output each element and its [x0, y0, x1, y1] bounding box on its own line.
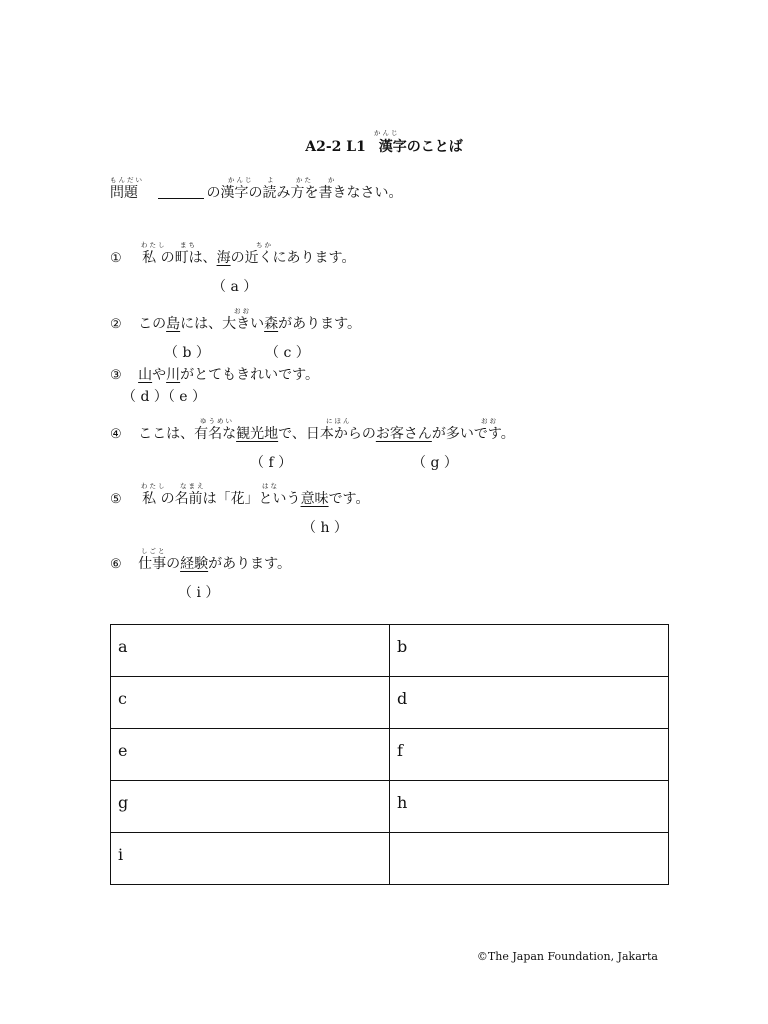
q3-text: や [152, 367, 167, 383]
instruction-word: 書 [318, 185, 333, 201]
answer-cell[interactable]: f [390, 729, 669, 781]
lesson-code: A2-2 L1 [305, 139, 366, 155]
q4-text: 多 [445, 426, 460, 442]
blank-label: （ i ） [178, 585, 220, 601]
q2-text: には、 [180, 316, 223, 332]
q2-target-word: 森 [264, 316, 279, 332]
q4-target-word: お客さん [375, 426, 432, 442]
q2-text: この [138, 316, 167, 332]
table-row [111, 625, 669, 677]
answer-cell[interactable]: e [111, 729, 390, 781]
question-4 [110, 423, 515, 443]
question-number: ③ [110, 368, 122, 383]
q4-text: いです。 [459, 426, 515, 442]
answer-table [110, 624, 669, 885]
q4-text: な [222, 426, 237, 442]
q6-text: の [166, 556, 181, 572]
blank-label: （ g ） [412, 455, 458, 471]
instruction-line [110, 182, 402, 202]
instruction-label-ruby: もんだい [110, 176, 144, 184]
q6-ruby: しごと [141, 547, 167, 555]
q1-target-word: 海 [216, 250, 231, 266]
question-number: ② [110, 317, 122, 332]
q3-text: がとてもきれいです。 [180, 367, 319, 383]
instruction-text: の [206, 185, 221, 201]
q2-text: があります。 [278, 316, 361, 332]
q5-text: 私 [142, 491, 157, 507]
table-row [111, 729, 669, 781]
question-1 [110, 247, 355, 267]
title-text: 漢字のことば [378, 139, 463, 155]
answer-cell[interactable]: i [111, 833, 390, 885]
blank-label: （ f ） [250, 455, 293, 471]
instruction-kanji1-ruby: かんじ [228, 176, 254, 184]
instruction-word: 方 [290, 185, 305, 201]
q5-ruby-2: なまえ [180, 482, 206, 490]
q1-ruby-1: わたし [141, 241, 167, 249]
instruction-kanji2-ruby: よ [267, 176, 276, 184]
q1-text: は、 [188, 250, 217, 266]
instruction-label: 問題 [110, 185, 138, 201]
table-row [111, 781, 669, 833]
q1-ruby-3: ちか [256, 241, 273, 249]
q4-text: ここは、 [138, 426, 195, 442]
blank-label: （ b ） [164, 345, 210, 361]
q4-text: で、 [278, 426, 306, 442]
question-3 [110, 364, 319, 384]
answer-cell-empty[interactable] [390, 833, 669, 885]
q5-ruby-1: わたし [141, 482, 167, 490]
q1-text: 私 [142, 250, 157, 266]
q1-text: の [160, 250, 175, 266]
q5-text: 」という [244, 491, 301, 507]
q5-text: 名前 [174, 491, 203, 507]
q6-text: があります。 [208, 556, 291, 572]
blank-label: （ h ） [302, 520, 348, 536]
q4-ruby-2: にほん [326, 417, 352, 425]
answer-cell[interactable]: h [390, 781, 669, 833]
q1-text: くにあります。 [258, 250, 356, 266]
q1-text: 町 [174, 250, 189, 266]
q5-text: の [160, 491, 175, 507]
underline-blank-sample [158, 184, 204, 199]
instruction-text: の [248, 185, 263, 201]
answer-cell[interactable]: d [390, 677, 669, 729]
answer-cell[interactable]: g [111, 781, 390, 833]
q2-target-word: 島 [166, 316, 181, 332]
q3-target-word: 川 [166, 367, 181, 383]
q4-text: 有名 [194, 426, 223, 442]
q5-text: は「 [202, 491, 231, 507]
table-row [111, 833, 669, 885]
answer-cell[interactable]: b [390, 625, 669, 677]
q2-text: 大 [222, 316, 237, 332]
blank-label: （ c ） [265, 345, 310, 361]
instruction-text: きなさい。 [332, 185, 403, 201]
title-ruby: かんじ [374, 129, 400, 137]
instruction-text: を [304, 185, 319, 201]
q4-text: 日本 [305, 426, 334, 442]
blank-label: （ d ）（ e ） [122, 389, 207, 405]
q5-text: 花 [230, 491, 245, 507]
question-5 [110, 488, 369, 508]
question-number: ⑥ [110, 557, 122, 572]
q5-text: です。 [328, 491, 370, 507]
q4-text: からの [333, 426, 376, 442]
copyright-notice: ©The Japan Foundation, Jakarta [476, 950, 658, 963]
instruction-kanji4-ruby: か [328, 176, 337, 184]
blank-label: （ a ） [212, 279, 258, 295]
q3-target-word: 山 [138, 367, 153, 383]
question-2 [110, 313, 361, 333]
question-6 [110, 553, 291, 573]
q1-text: の [230, 250, 245, 266]
instruction-kanji3-ruby: かた [296, 176, 313, 184]
q1-text: 近 [244, 250, 259, 266]
answer-cell[interactable]: a [111, 625, 390, 677]
question-number: ④ [110, 427, 122, 442]
question-number: ① [110, 251, 122, 266]
q6-text: 仕事 [138, 556, 167, 572]
page-title [0, 136, 768, 156]
q5-ruby-3: はな [262, 482, 279, 490]
q2-ruby: おお [234, 307, 251, 315]
q6-target-word: 経験 [180, 556, 209, 572]
q2-text: きい [236, 316, 265, 332]
q4-target-word: 観光地 [236, 426, 279, 442]
q4-text: が [431, 426, 446, 442]
q1-ruby-2: まち [180, 241, 197, 249]
q5-target-word: 意味 [300, 491, 329, 507]
answer-cell[interactable]: c [111, 677, 390, 729]
q4-ruby-1: ゆうめい [200, 417, 234, 425]
table-row [111, 677, 669, 729]
instruction-text: み [276, 185, 291, 201]
instruction-word: 読 [262, 185, 277, 201]
q4-ruby-3: おお [481, 417, 498, 425]
question-number: ⑤ [110, 492, 122, 507]
instruction-word: 漢字 [220, 185, 249, 201]
